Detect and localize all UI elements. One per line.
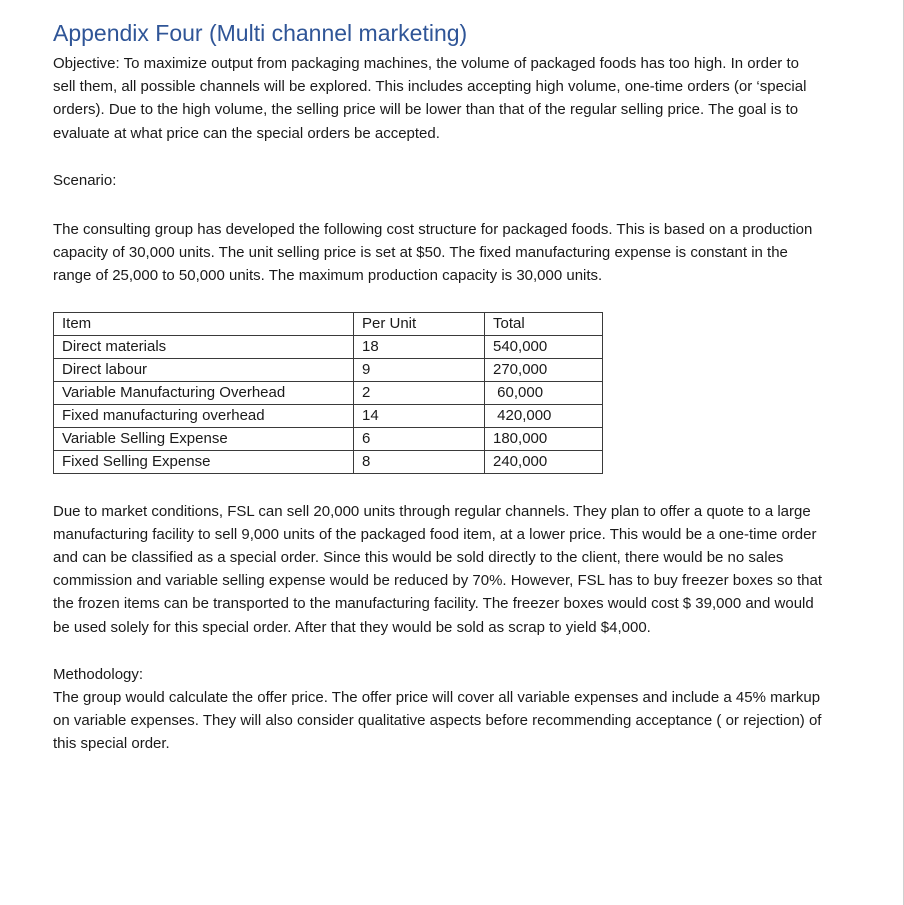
table-row xyxy=(54,381,603,404)
row-per-unit: 8 xyxy=(354,450,485,473)
page-title: Appendix Four (Multi channel marketing) xyxy=(53,20,468,46)
table-header-row xyxy=(54,312,603,335)
row-item: Variable Manufacturing Overhead xyxy=(54,381,354,404)
header-total: Total xyxy=(485,312,603,335)
row-item: Fixed manufacturing overhead xyxy=(54,404,354,427)
methodology-label: Methodology: xyxy=(53,665,144,683)
header-item: Item xyxy=(54,312,354,335)
row-total: 240,000 xyxy=(485,450,603,473)
cost-table-container xyxy=(53,312,823,474)
row-per-unit: 2 xyxy=(354,381,485,404)
header-per-unit: Per Unit xyxy=(354,312,485,335)
table-row xyxy=(54,427,603,450)
row-total: 270,000 xyxy=(485,358,603,381)
market-conditions-paragraph: Due to market conditions, FSL can sell 20,000 units through regular channels. They plan to offer a quote to a large manufacturing facility to sell 9,000 units of the packaged food item, at a lower price. This would be a one-time order and can be classified as a special order. Since this would be sold directly to the client, there would be no sales commission and variable selling expense would be reduced by 70%. However, FSL has to buy freezer boxes so that the frozen items can be transported to the manufacturing facility. The freezer boxes would cost $ 39,000 and would be used solely for this special order. After that they would be sold as scrap to yield $4,000. xyxy=(53,502,823,636)
objective-paragraph: Objective: To maximize output from packaging machines, the volume of packaged foods has too high. In order to sell them, all possible channels will be explored. This includes accepting high volume, one-time orders (or ‘special orders). Due to the high volume, the selling price will be lower than that of the regular selling price. The goal is to evaluate at what price can the special orders be accepted. xyxy=(53,55,807,142)
row-item: Direct labour xyxy=(54,358,354,381)
row-item: Direct materials xyxy=(54,335,354,358)
row-item: Fixed Selling Expense xyxy=(54,450,354,473)
row-per-unit: 6 xyxy=(354,427,485,450)
methodology-paragraph: The group would calculate the offer price. The offer price will cover all variable expenses and include a 45% markup on variable expenses. They will also consider qualitative aspects before recommending acceptance ( or rejection) of this special order. xyxy=(53,689,822,753)
row-item: Variable Selling Expense xyxy=(54,427,354,450)
scenario-label: Scenario: xyxy=(53,171,117,189)
row-per-unit: 9 xyxy=(354,358,485,381)
row-total: 540,000 xyxy=(485,335,603,358)
scenario-paragraph: The consulting group has developed the following cost structure for packaged foods. This is based on a production capacity of 30,000 units. The unit selling price is set at $50. The fixed manufacturing expense is constant in the range of 25,000 to 50,000 units. The maximum production capacity is 30,000 units. xyxy=(53,221,813,285)
row-total: 180,000 xyxy=(485,427,603,450)
row-total: 420,000 xyxy=(485,404,603,427)
table-row xyxy=(54,450,603,473)
document-body xyxy=(53,18,823,756)
row-per-unit: 14 xyxy=(354,404,485,427)
row-per-unit: 18 xyxy=(354,335,485,358)
table-row xyxy=(54,335,603,358)
row-total: 60,000 xyxy=(485,381,603,404)
table-row xyxy=(54,358,603,381)
table-row xyxy=(54,404,603,427)
cost-structure-table xyxy=(53,312,603,474)
